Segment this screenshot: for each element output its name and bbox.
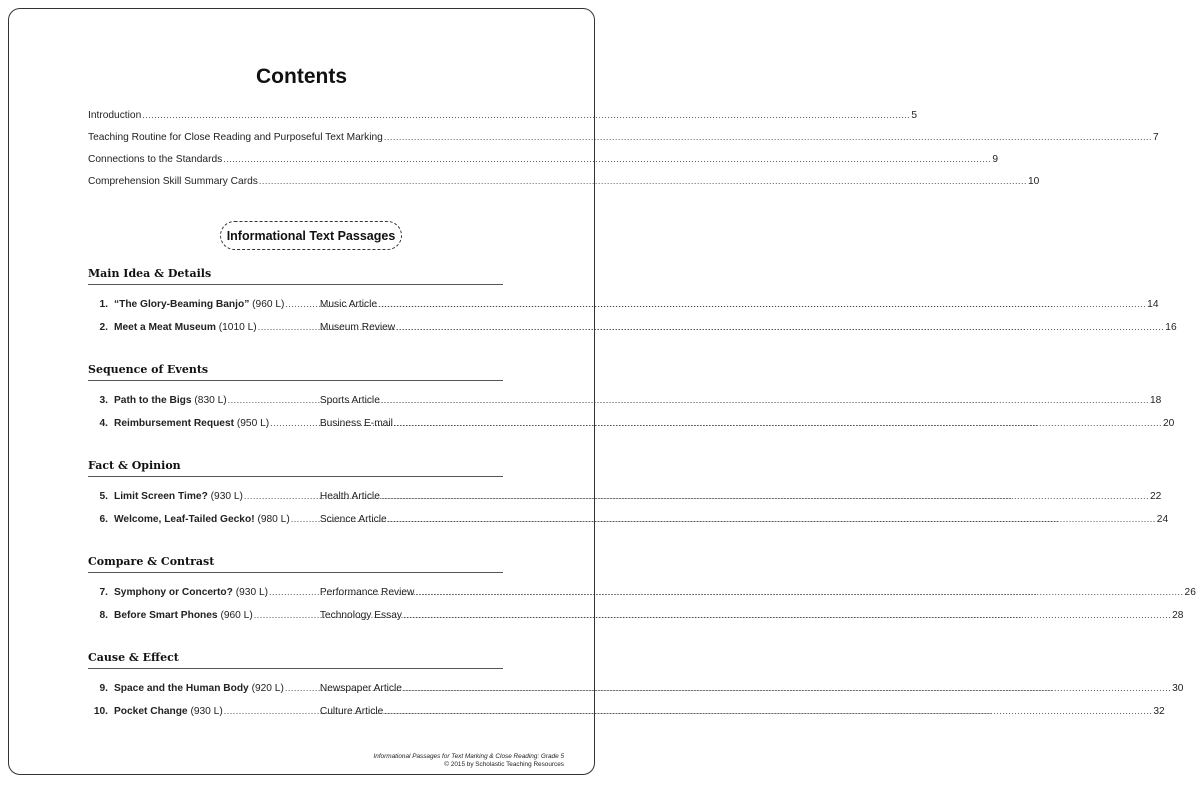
dot-leader	[394, 418, 1162, 428]
toc-entry[interactable]	[88, 514, 1169, 530]
footer-book-title: Informational Passages for Text Marking & Close Reading: Grade 5	[373, 753, 564, 760]
toc-entry[interactable]	[88, 491, 1162, 507]
entry-page: 26	[1184, 587, 1196, 598]
section-divider	[88, 380, 503, 381]
dot-leader	[396, 322, 1164, 332]
entry-genre: Sports Article	[319, 395, 380, 406]
entry-lexile: (830 L)	[194, 395, 227, 406]
section-divider	[88, 476, 503, 477]
entry-lexile: (950 L)	[236, 418, 270, 429]
dot-leader	[403, 610, 1171, 620]
entry-page: 22	[1150, 491, 1162, 502]
entry-lexile: (980 L)	[257, 514, 290, 525]
entry-page: 20	[1163, 418, 1175, 429]
intro-item-page: 9	[992, 154, 999, 165]
entry-genre: Culture Article	[319, 706, 384, 717]
intro-item-introduction[interactable]	[88, 110, 918, 132]
entry-lexile: (920 L)	[251, 683, 284, 694]
toc-entry[interactable]	[88, 395, 1162, 411]
entry-genre: Music Article	[319, 299, 378, 310]
dot-leader	[403, 683, 1171, 693]
intro-list	[88, 110, 1159, 198]
toc-entry[interactable]	[88, 706, 1165, 722]
entry-lexile: (930 L)	[190, 706, 223, 717]
entry-title: Path to the Bigs	[114, 395, 192, 406]
entry-title: Reimbursement Request	[114, 418, 235, 429]
entry-page: 16	[1165, 322, 1177, 333]
toc-entry[interactable]	[88, 587, 1196, 603]
entry-number: 5.	[99, 491, 108, 502]
entry-page: 14	[1147, 299, 1159, 310]
toc-entry[interactable]	[88, 683, 1184, 699]
intro-item-label: Comprehension Skill Summary Cards	[88, 176, 258, 187]
intro-item-teaching-routine[interactable]	[88, 132, 1159, 154]
intro-item-page: 5	[911, 110, 918, 121]
toc-entry[interactable]	[88, 299, 1159, 315]
page-footer	[373, 753, 564, 769]
section-title-sequence: Sequence of Events	[88, 363, 209, 376]
entry-title: Before Smart Phones	[114, 610, 218, 621]
dot-leader	[384, 706, 1152, 716]
entry-number: 8.	[99, 610, 108, 621]
section-title-cause-effect: Cause & Effect	[88, 651, 179, 664]
section-title-compare-contrast: Compare & Contrast	[88, 555, 215, 568]
entry-lexile: (960 L)	[252, 299, 285, 310]
entry-genre: Performance Review	[319, 587, 415, 598]
entry-genre: Health Article	[319, 491, 380, 502]
section-banner: Informational Text Passages	[220, 221, 402, 250]
entry-genre: Museum Review	[319, 322, 396, 333]
entry-title: Symphony or Concerto?	[114, 587, 233, 598]
entry-genre: Business E-mail	[319, 418, 393, 429]
dot-leader	[378, 299, 1146, 309]
entry-page: 32	[1153, 706, 1165, 717]
toc-entry[interactable]	[88, 610, 1184, 626]
section-divider	[88, 668, 503, 669]
dot-leader	[223, 154, 991, 164]
entry-page: 30	[1172, 683, 1184, 694]
section-divider	[88, 284, 503, 285]
intro-item-standards[interactable]	[88, 154, 999, 176]
intro-item-page: 10	[1027, 176, 1040, 187]
entry-page: 24	[1156, 514, 1169, 525]
entry-lexile: (960 L)	[220, 610, 253, 621]
entry-page: 28	[1172, 610, 1184, 621]
toc-entry[interactable]	[88, 322, 1177, 338]
entry-title: Space and the Human Body	[114, 683, 249, 694]
toc-entry[interactable]	[88, 418, 1175, 434]
footer-copyright: © 2015 by Scholastic Teaching Resources	[444, 761, 564, 768]
entry-lexile: (1010 L)	[218, 322, 257, 333]
entry-title: “The Glory-Beaming Banjo”	[114, 299, 250, 310]
dot-leader	[381, 491, 1149, 501]
dot-leader	[259, 176, 1027, 186]
dot-leader	[381, 395, 1149, 405]
entry-lexile: (930 L)	[210, 491, 243, 502]
dot-leader	[142, 110, 910, 120]
page-frame	[8, 8, 1196, 775]
entry-number: 10.	[93, 706, 108, 717]
entry-title: Pocket Change	[114, 706, 188, 717]
entry-number: 2.	[99, 322, 108, 333]
entry-title: Welcome, Leaf-Tailed Gecko!	[114, 514, 255, 525]
section-divider	[88, 572, 503, 573]
entry-lexile: (930 L)	[235, 587, 268, 598]
entry-number: 4.	[99, 418, 108, 429]
entry-genre: Technology Essay	[319, 610, 402, 621]
entry-page: 18	[1149, 395, 1162, 406]
intro-item-label: Introduction	[88, 110, 142, 121]
intro-item-label: Connections to the Standards	[88, 154, 223, 165]
entry-genre: Science Article	[319, 514, 387, 525]
intro-item-label: Teaching Routine for Close Reading and Purposeful Text Marking	[88, 132, 383, 143]
entry-number: 9.	[99, 683, 108, 694]
entry-title: Meet a Meat Museum	[114, 322, 216, 333]
section-title-main-idea: Main Idea & Details	[88, 267, 212, 280]
page-title: Contents	[256, 65, 347, 88]
section-title-fact-opinion: Fact & Opinion	[88, 459, 181, 472]
dot-leader	[415, 587, 1183, 597]
entry-number: 6.	[99, 514, 108, 525]
entry-number: 1.	[99, 299, 108, 310]
dot-leader	[384, 132, 1152, 142]
intro-item-page: 7	[1152, 132, 1159, 143]
dot-leader	[388, 514, 1156, 524]
entry-number: 7.	[99, 587, 108, 598]
entry-number: 3.	[99, 395, 108, 406]
entry-title: Limit Screen Time?	[114, 491, 208, 502]
intro-item-summary-cards[interactable]	[88, 176, 1040, 198]
entry-genre: Newspaper Article	[319, 683, 402, 694]
